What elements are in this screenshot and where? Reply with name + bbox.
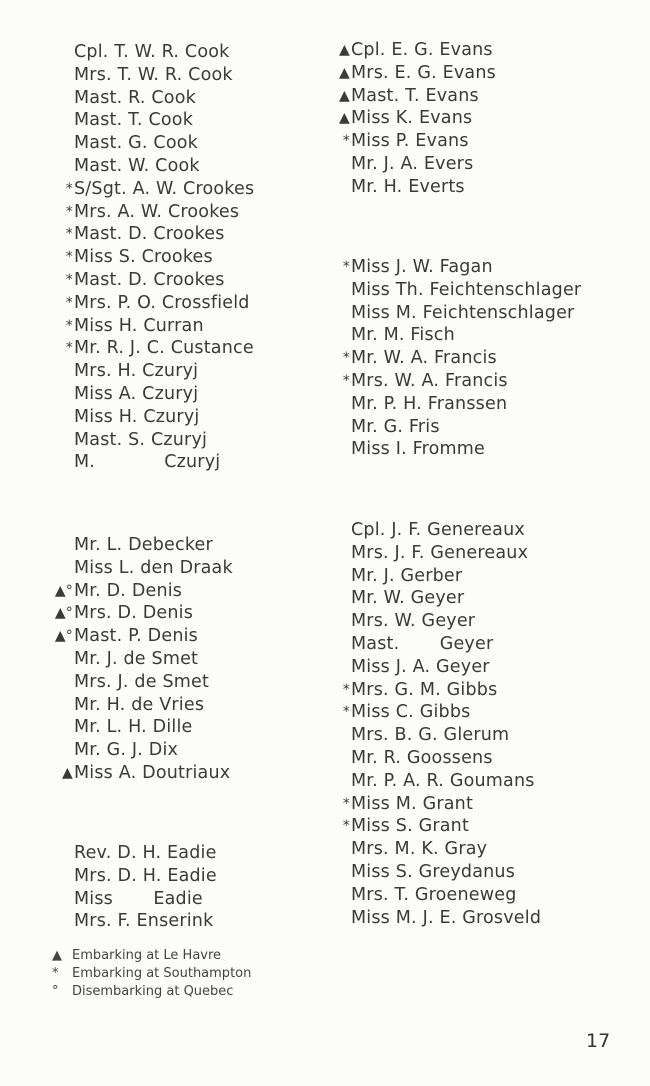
passenger-name: Mast. D. Crookes (74, 269, 225, 290)
passenger-name: Mrs. E. G. Evans (351, 62, 496, 83)
passenger-entry (54, 580, 233, 603)
group-c (65, 41, 255, 474)
passenger-name: Mrs. H. Czuryj (74, 361, 199, 382)
passenger-name: Mr. D. Denis (74, 580, 183, 601)
column-right (339, 39, 582, 928)
passenger-name: Mrs. J. de Smet (74, 671, 210, 692)
passenger-entry (65, 246, 254, 269)
passenger-name: Miss C. Gibbs (351, 702, 471, 723)
passenger-name: M. Czuryj (74, 452, 221, 473)
passenger-entry (342, 701, 541, 724)
embark-mark: * (65, 271, 73, 288)
passenger-name: Mr. G. J. Dix (74, 740, 179, 761)
legend-item (52, 947, 251, 965)
embark-mark: * (65, 226, 73, 243)
passenger-name: Mr. R. J. C. Custance (74, 338, 254, 359)
passenger-name: Mrs. W. A. Francis (351, 370, 508, 391)
passenger-name: Cpl. J. F. Genereaux (351, 520, 525, 540)
embark-mark: ▲ (339, 64, 350, 81)
passenger-name: Mrs. T. W. R. Cook (74, 64, 233, 85)
passenger-name: Miss J. A. Geyer (351, 656, 490, 677)
embark-mark: * (65, 249, 73, 266)
legend-symbol: ° (52, 984, 59, 999)
passenger-name: Mr. W. A. Francis (351, 348, 497, 369)
passenger-entry (339, 85, 496, 108)
passenger-name: Miss K. Evans (351, 108, 473, 129)
passenger-name: Miss M. J. E. Grosveld (351, 907, 542, 928)
passenger-name: Mast. Geyer (351, 633, 494, 654)
passenger-entry (74, 451, 254, 474)
passenger-name: Mrs. B. G. Glerum (351, 725, 510, 746)
legend-text: Embarking at Southampton (72, 966, 252, 981)
embark-mark: ▲ (339, 87, 350, 104)
passenger-entry (351, 633, 541, 656)
passenger-entry (74, 910, 217, 933)
passenger-entry (342, 679, 541, 702)
passenger-entry (65, 201, 254, 224)
passenger-name: Mr. W. Geyer (351, 588, 465, 609)
passenger-name: Mr. J. A. Evers (351, 153, 474, 174)
passenger-name: Mr. G. Fris (351, 416, 440, 437)
passenger-entry (351, 438, 581, 461)
passenger-name: Miss M. Grant (351, 793, 474, 814)
passenger-name: Mr. J. Gerber (351, 565, 463, 586)
passenger-entry (74, 64, 254, 87)
passenger-name: S/Sgt. A. W. Crookes (74, 178, 255, 199)
passenger-name: Mr. P. A. R. Goumans (351, 770, 535, 791)
passenger-name: Cpl. E. G. Evans (351, 40, 493, 60)
passenger-name: Mrs. D. Denis (74, 603, 194, 624)
passenger-name: Mast. T. Evans (351, 85, 479, 106)
passenger-name: Miss P. Evans (351, 131, 469, 152)
legend-text: Disembarking at Quebec (72, 984, 234, 999)
passenger-name: Mast. S. Czuryj (74, 429, 208, 450)
passenger-name: Miss H. Czuryj (74, 406, 200, 427)
passenger-entry (74, 406, 254, 429)
passenger-name: Miss S. Crookes (74, 247, 213, 268)
passenger-entry (65, 178, 255, 201)
group-g (342, 519, 542, 929)
passenger-name: Mast. T. Cook (74, 110, 194, 131)
passenger-entry (351, 884, 541, 907)
embark-mark: ▲ (339, 42, 350, 58)
embark-mark: * (342, 681, 350, 698)
passenger-entry (74, 429, 254, 452)
embark-mark: * (342, 372, 350, 389)
passenger-name: Cpl. T. W. R. Cook (74, 42, 230, 62)
passenger-entry (351, 176, 496, 199)
embark-mark: ▲° (54, 582, 73, 599)
passenger-name: Mrs. M. K. Gray (351, 839, 488, 860)
passenger-entry (339, 107, 496, 130)
passenger-name: Mrs. W. Geyer (351, 611, 476, 632)
passenger-entry (351, 747, 541, 770)
passenger-entry (74, 360, 254, 383)
passenger-entry (74, 109, 254, 132)
passenger-name: Mrs. A. W. Crookes (74, 201, 240, 222)
passenger-name: Mrs. G. M. Gibbs (351, 679, 498, 700)
passenger-entry (351, 565, 541, 588)
passenger-entry (74, 557, 233, 580)
passenger-name: Mr. M. Fisch (351, 325, 455, 346)
group-d (54, 534, 233, 785)
legend-text: Embarking at Le Havre (72, 948, 222, 963)
passenger-name: Mast. D. Crookes (74, 224, 225, 245)
passenger-entry (74, 132, 254, 155)
embark-mark: ▲ (339, 110, 350, 127)
passenger-entry (54, 625, 233, 648)
passenger-entry (74, 888, 217, 911)
passenger-entry (65, 292, 254, 315)
page-number: 17 (586, 1030, 611, 1052)
passenger-entry (351, 861, 541, 884)
passenger-name: Mrs. J. F. Genereaux (351, 542, 529, 563)
legend-item (52, 965, 251, 983)
passenger-name: Miss I. Fromme (351, 439, 486, 460)
passenger-name: Mr. R. Goossens (351, 747, 493, 768)
embark-mark: * (342, 133, 350, 150)
passenger-name: Mr. P. H. Franssen (351, 393, 508, 414)
passenger-entry (351, 416, 581, 439)
passenger-entry (74, 534, 233, 557)
passenger-entry (342, 130, 496, 153)
legend-item (52, 983, 251, 1001)
passenger-name: Miss M. Feichtenschlager (351, 302, 575, 323)
passenger-entry (351, 324, 581, 347)
passenger-name: Miss S. Greydanus (351, 861, 516, 882)
embark-mark: ▲° (54, 605, 73, 622)
embark-mark: * (65, 294, 73, 311)
embark-mark: ▲ (62, 764, 73, 781)
passenger-name: Mr. L. H. Dille (74, 717, 193, 738)
passenger-entry (65, 315, 254, 338)
embark-mark: * (65, 317, 73, 334)
passenger-name: Miss L. den Draak (74, 557, 233, 578)
passenger-entry (342, 370, 581, 393)
passenger-name: Mast. P. Denis (74, 626, 198, 647)
legend-symbol: * (52, 966, 59, 981)
passenger-entry (351, 279, 581, 302)
passenger-entry (62, 762, 233, 785)
passenger-entry (74, 716, 233, 739)
passenger-entry (74, 383, 254, 406)
passenger-entry (74, 739, 233, 762)
passenger-entry (351, 656, 541, 679)
passenger-name: Mrs. T. Groeneweg (351, 884, 517, 905)
passenger-entry (342, 347, 581, 370)
column-left (54, 41, 255, 932)
embark-mark: * (342, 818, 350, 835)
passenger-entry (74, 41, 254, 64)
passenger-entry (351, 724, 541, 747)
passenger-entry (351, 838, 541, 861)
passenger-entry (74, 87, 254, 110)
passenger-entry (351, 153, 496, 176)
embark-mark: * (65, 180, 73, 197)
passenger-entry (65, 269, 254, 292)
passenger-name: Miss Th. Feichtenschlager (351, 279, 582, 300)
legend-symbol: ▲ (52, 948, 62, 963)
passenger-entry (54, 602, 233, 625)
passenger-name: Mrs. F. Enserink (74, 911, 214, 932)
passenger-entry (74, 842, 217, 865)
group-e (74, 842, 217, 933)
embark-mark: * (342, 350, 350, 367)
embark-mark: * (342, 795, 350, 812)
passenger-entry (351, 302, 581, 325)
embark-mark: * (342, 259, 350, 275)
passenger-name: Mr. L. Debecker (74, 535, 213, 555)
passenger-entry (65, 223, 254, 246)
group-e-cont (339, 39, 496, 199)
passenger-entry (342, 256, 581, 279)
passenger-name: Mast. W. Cook (74, 155, 200, 176)
passenger-entry (339, 62, 496, 85)
passenger-entry (351, 519, 541, 542)
passenger-entry (74, 694, 233, 717)
passenger-entry (351, 542, 541, 565)
passenger-entry (339, 39, 496, 62)
passenger-name: Mr. H. Everts (351, 176, 465, 197)
passenger-name: Miss S. Grant (351, 816, 470, 837)
passenger-name: Miss A. Doutriaux (74, 762, 231, 783)
passenger-name: Rev. D. H. Eadie (74, 843, 217, 863)
passenger-name: Mr. H. de Vries (74, 694, 205, 715)
embark-mark: ▲° (54, 628, 73, 645)
legend (52, 947, 251, 1001)
passenger-entry (74, 155, 254, 178)
embark-mark: * (65, 340, 73, 357)
passenger-entry (351, 393, 581, 416)
passenger-name: Miss H. Curran (74, 315, 204, 336)
passenger-entry (74, 671, 233, 694)
passenger-entry (351, 770, 541, 793)
passenger-entry (351, 610, 541, 633)
passenger-name: Mrs. P. O. Crossfield (74, 292, 250, 313)
passenger-name: Mrs. D. H. Eadie (74, 865, 217, 886)
passenger-entry (342, 793, 541, 816)
passenger-name: Miss Eadie (74, 888, 203, 909)
passenger-name: Mast. G. Cook (74, 133, 198, 154)
passenger-entry (74, 648, 233, 671)
passenger-name: Miss J. W. Fagan (351, 257, 493, 277)
embark-mark: * (342, 704, 350, 721)
embark-mark: * (65, 203, 73, 220)
passenger-entry (351, 587, 541, 610)
passenger-entry (342, 815, 541, 838)
passenger-name: Miss A. Czuryj (74, 383, 199, 404)
passenger-name: Mast. R. Cook (74, 87, 196, 108)
passenger-entry (351, 907, 541, 930)
group-f (342, 256, 582, 461)
passenger-entry (65, 337, 254, 360)
passenger-name: Mr. J. de Smet (74, 648, 199, 669)
passenger-entry (74, 865, 217, 888)
